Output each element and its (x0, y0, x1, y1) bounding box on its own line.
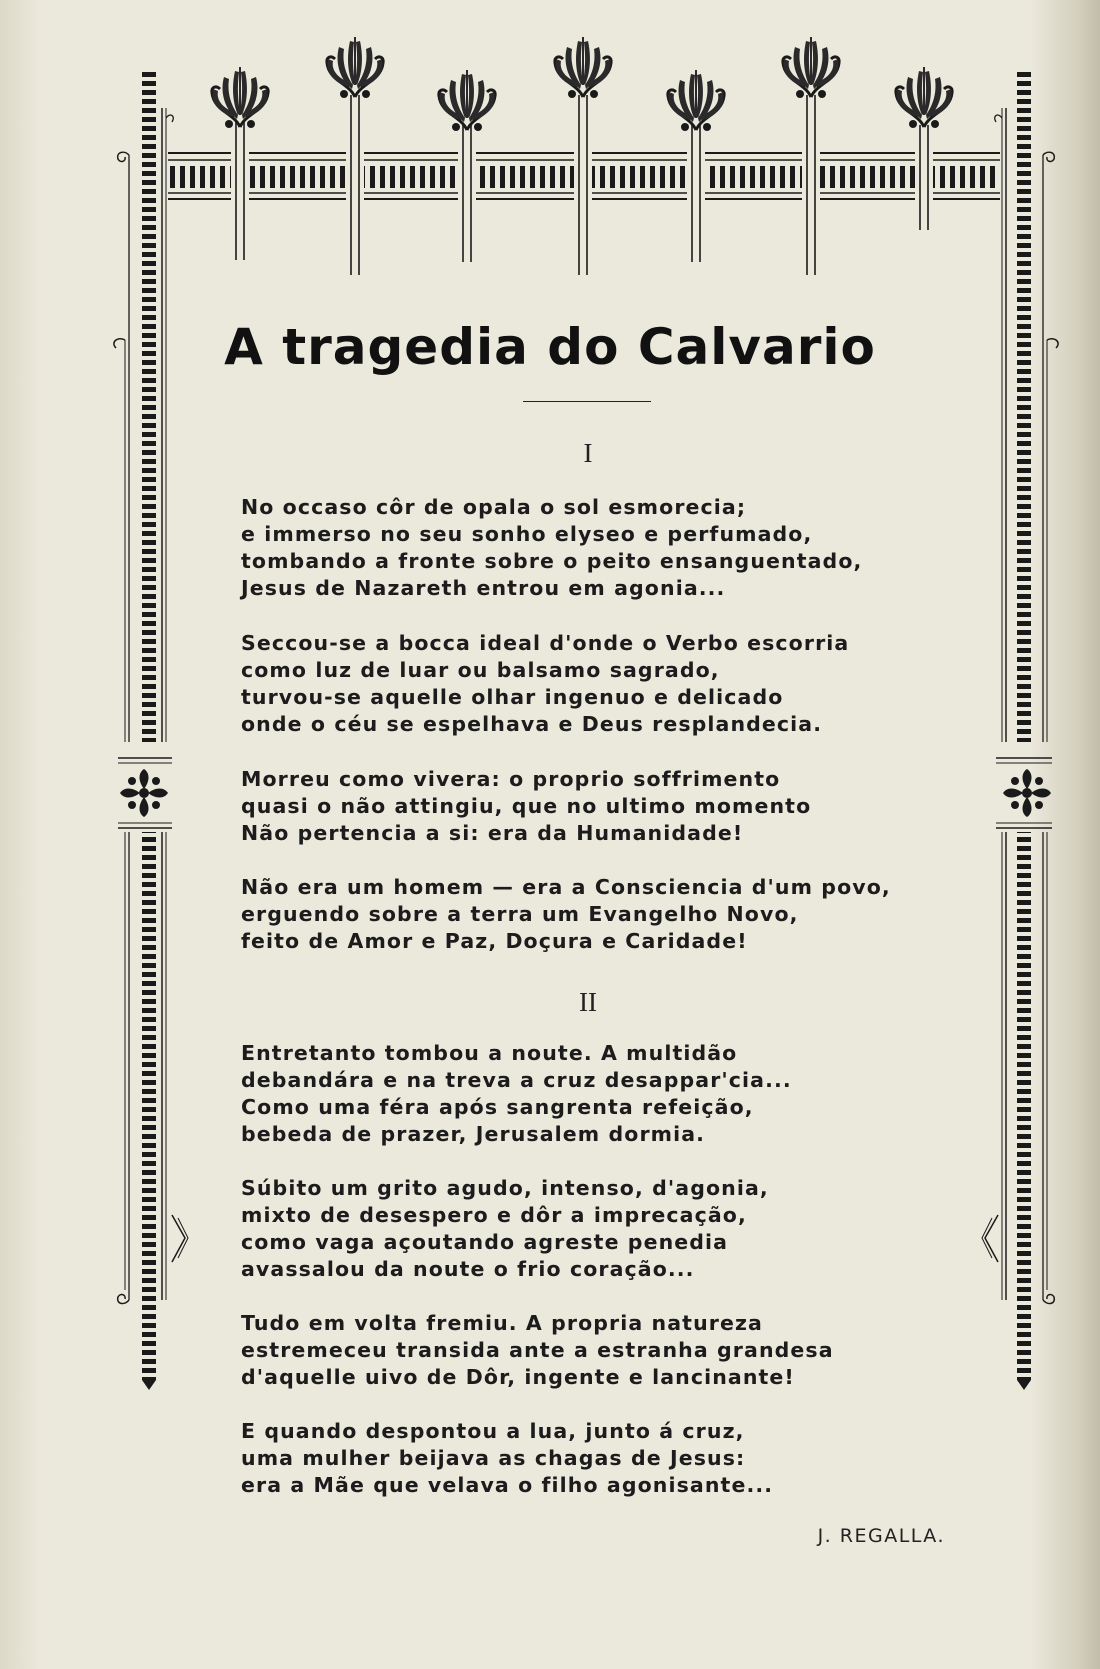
stanza-3 (241, 766, 811, 847)
stanza-2 (241, 630, 849, 738)
stanza-8 (241, 1418, 773, 1499)
stanza-7 (241, 1310, 834, 1391)
stanza-4 (241, 874, 891, 955)
title-divider (523, 401, 651, 402)
verse-line: era a Mãe que velava o filho agonisante... (241, 1473, 774, 1497)
verse-line: uma mulher beijava as chagas de Jesus: (241, 1446, 746, 1470)
verse-line: Morreu como vivera: o proprio soffrimento (241, 767, 781, 791)
verse-line: Jesus de Nazareth entrou em agonia... (241, 576, 726, 600)
verse-line: onde o céu se espelhava e Deus resplandecia. (241, 712, 823, 736)
verse-line: debandára e na treva a cruz desappar'cia... (241, 1068, 792, 1092)
verse-line: erguendo sobre a terra um Evangelho Novo, (241, 902, 799, 926)
stanza-1 (241, 494, 862, 602)
verse-line: E quando despontou a lua, junto á cruz, (241, 1419, 745, 1443)
verse-line: estremeceu transida ante a estranha grandesa (241, 1338, 834, 1362)
section-numeral-2: II (579, 987, 597, 1017)
verse-line: No occaso côr de opala o sol esmorecia; (241, 495, 747, 519)
verse-line: como vaga açoutando agreste penedia (241, 1230, 729, 1254)
verse-line: bebeda de prazer, Jerusalem dormia. (241, 1122, 706, 1146)
verse-line: quasi o não attingiu, que no ultimo momento (241, 794, 812, 818)
verse-line: como luz de luar ou balsamo sagrado, (241, 658, 720, 682)
stanza-5 (241, 1040, 792, 1148)
verse-line: Como uma féra após sangrenta refeição, (241, 1095, 754, 1119)
section-numeral-1: I (583, 438, 593, 468)
verse-line: Entretanto tombou a noute. A multidão (241, 1041, 738, 1065)
left-rosette-icon (120, 769, 168, 817)
verse-line: Não pertencia a si: era da Humanidade! (241, 821, 744, 845)
verse-line: Súbito um grito agudo, intenso, d'agonia, (241, 1176, 769, 1200)
verse-line: e immerso no seu sonho elyseo e perfumado, (241, 522, 813, 546)
verse-line: Seccou-se a bocca ideal d'onde o Verbo escorria (241, 631, 850, 655)
verse-line: d'aquelle uivo de Dôr, ingente e lancinante! (241, 1365, 795, 1389)
stanza-6 (241, 1175, 769, 1283)
verse-line: feito de Amor e Paz, Doçura e Caridade! (241, 929, 748, 953)
verse-line: mixto de desespero e dôr a imprecação, (241, 1203, 747, 1227)
verse-line: Tudo em volta fremiu. A propria natureza (241, 1311, 763, 1335)
author-signature: J. REGALLA. (817, 1525, 945, 1547)
verse-line: Não era um homem — era a Consciencia d'um povo, (241, 875, 891, 899)
verse-line: avassalou da noute o frio coração... (241, 1257, 695, 1281)
right-rosette-icon (1003, 769, 1051, 817)
verse-line: tombando a fronte sobre o peito ensanguentado, (241, 549, 863, 573)
verse-line: turvou-se aquelle olhar ingenuo e delicado (241, 685, 784, 709)
poem-title: A tragedia do Calvario (224, 318, 876, 376)
